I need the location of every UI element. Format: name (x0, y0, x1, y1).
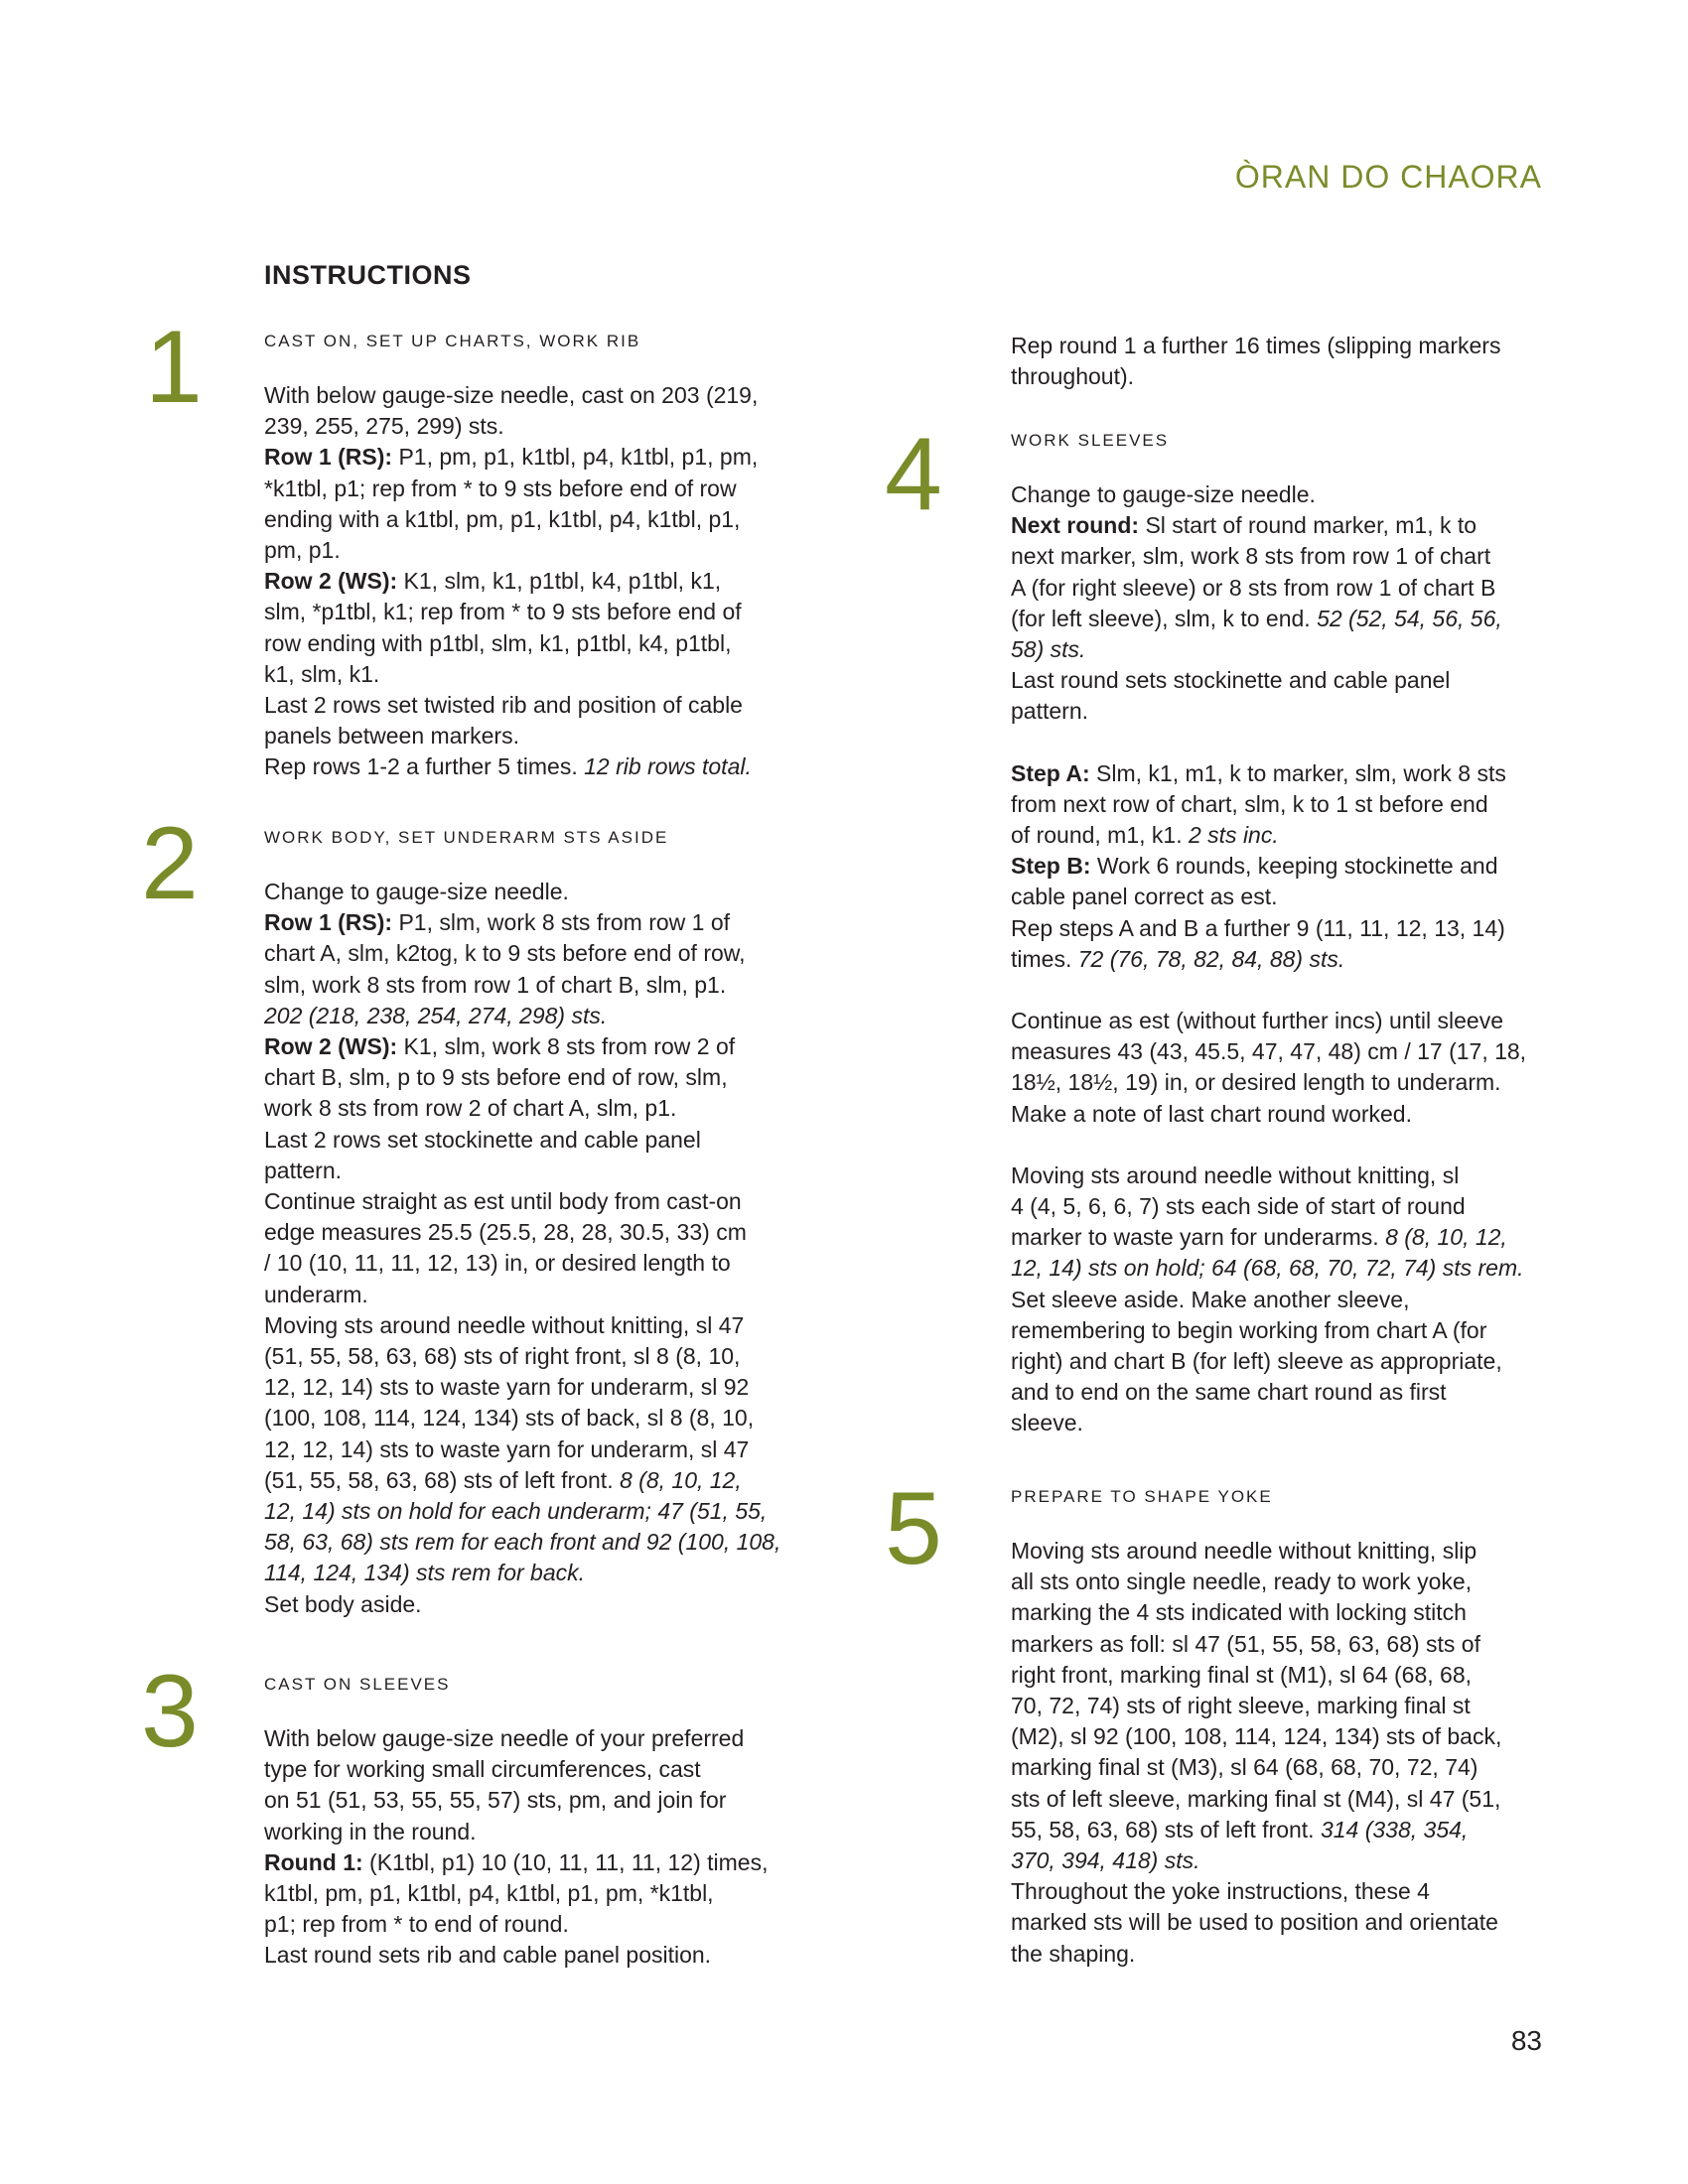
text-run: Sl start of round marker, m1, k to (1139, 512, 1477, 539)
text-run: With below gauge-size needle, cast on 203 (219, (264, 382, 759, 408)
text-run: P1, pm, p1, k1tbl, p4, k1tbl, p1, pm, (392, 444, 759, 471)
text-line (264, 1186, 800, 1217)
step-4-body (1011, 479, 1547, 1439)
text-run: all sts onto single needle, ready to work yoke, (1011, 1569, 1473, 1595)
text-line (1011, 665, 1547, 696)
text-run: panels between markers. (264, 723, 519, 750)
step-2-body (264, 877, 800, 1620)
text-line (264, 877, 800, 907)
text-run: Last 2 rows set twisted rib and position of cable (264, 692, 743, 719)
text-run: k1, slm, k1. (264, 660, 380, 687)
text-line (264, 1248, 800, 1279)
text-run: 55, 58, 63, 68) sts of left front. (1011, 1816, 1321, 1843)
step-3-body (264, 1723, 800, 1972)
bold-label: Next round: (1011, 512, 1140, 539)
text-run: 4 (4, 5, 6, 6, 7) sts each side of start of round (1011, 1193, 1466, 1220)
step-3-continued (1011, 331, 1547, 392)
bold-label: Row 2 (WS): (264, 568, 398, 595)
text-line (264, 566, 800, 597)
text-line (1011, 1536, 1547, 1567)
italic-note: 114, 124, 134) sts rem for back. (264, 1560, 586, 1586)
section-heading: INSTRUCTIONS (264, 260, 472, 290)
text-run: times. (1011, 945, 1078, 972)
text-line (264, 1940, 800, 1971)
text-line (1011, 1629, 1547, 1660)
italic-note: 202 (218, 238, 254, 274, 298) sts. (264, 1002, 608, 1028)
text-line (1011, 1006, 1547, 1036)
text-line (1011, 541, 1547, 572)
italic-note: 58) sts. (1011, 636, 1086, 663)
italic-note: 12, 14) sts on hold; 64 (68, 68, 70, 72, 74) sts rem. (1011, 1255, 1524, 1282)
text-line (264, 535, 800, 566)
text-run: With below gauge-size needle of your preferred (264, 1725, 745, 1751)
bold-label: Row 1 (RS): (264, 444, 393, 471)
text-line (1011, 1721, 1547, 1752)
text-run: Change to gauge-size needle. (264, 879, 569, 904)
text-line (1011, 1691, 1547, 1721)
text-line (264, 1847, 800, 1878)
step-number-1: 1 (145, 310, 203, 425)
page-number: 83 (1510, 2025, 1542, 2056)
text-line (1011, 1191, 1547, 1222)
text-run: on 51 (51, 53, 55, 55, 57) sts, pm, and join for (264, 1787, 727, 1814)
text-run: A (for right sleeve) or 8 sts from row 1 of chart B (1011, 574, 1496, 601)
text-line (1011, 1845, 1547, 1876)
text-run: pattern. (264, 1157, 342, 1183)
step-1 (264, 331, 800, 783)
step-5-body (1011, 1536, 1547, 1970)
text-run: K1, slm, work 8 sts from row 2 of (397, 1033, 736, 1060)
text-line (1011, 1130, 1547, 1160)
text-run: Set sleeve aside. Make another sleeve, (1011, 1286, 1410, 1312)
text-line (1011, 851, 1547, 882)
text-run: / 10 (10, 11, 11, 12, 13) in, or desired length to (264, 1250, 731, 1277)
text-run: Rep round 1 a further 16 times (slipping markers (1011, 333, 1501, 358)
step-2-heading: WORK BODY, SET UNDERARM STS ASIDE (264, 828, 669, 847)
text-line (264, 380, 800, 411)
text-run: Continue straight as est until body from cast-on (264, 1188, 742, 1215)
step-1-body (264, 380, 800, 783)
text-run: Make a note of last chart round worked. (1011, 1100, 1412, 1127)
text-line (1011, 1597, 1547, 1628)
text-line (264, 970, 800, 1001)
step-5 (1011, 1486, 1547, 1970)
text-line (264, 1723, 800, 1754)
text-run: marking final st (M3), sl 64 (68, 68, 70, 72, 74) (1011, 1754, 1478, 1781)
text-line (264, 938, 800, 969)
text-run: Work 6 rounds, keeping stockinette and (1090, 853, 1498, 880)
text-run: the shaping. (1011, 1940, 1136, 1967)
text-run: 18½, 18½, 19) in, or desired length to underarm. (1011, 1069, 1501, 1096)
text-run: chart A, slm, k2tog, k to 9 sts before end of row, (264, 940, 746, 967)
text-line (1011, 913, 1547, 944)
text-run: slm, *p1tbl, k1; rep from * to 9 sts before end of (264, 599, 742, 625)
italic-note: 12, 14) sts on hold for each underarm; 47 (51, 55, (264, 1498, 768, 1525)
text-line (1011, 1160, 1547, 1191)
text-run: pm, p1. (264, 537, 341, 564)
text-run: P1, slm, work 8 sts from row 1 of (392, 909, 731, 936)
text-line (264, 442, 800, 473)
text-line (1011, 1408, 1547, 1438)
text-line (1011, 1099, 1547, 1130)
step-number-3: 3 (141, 1654, 199, 1769)
text-run: pattern. (1011, 698, 1088, 725)
text-run: k1tbl, pm, p1, k1tbl, p4, k1tbl, p1, pm, *k1tbl, (264, 1880, 714, 1907)
text-line (1011, 1567, 1547, 1597)
text-run: 12, 12, 14) sts to waste yarn for underarm, sl 47 (264, 1435, 750, 1462)
text-line (264, 1909, 800, 1940)
text-run: sleeve. (1011, 1410, 1083, 1436)
text-line (1011, 1784, 1547, 1815)
text-run: Moving sts around needle without knitting, slip (1011, 1538, 1477, 1564)
text-run: Last 2 rows set stockinette and cable panel (264, 1126, 701, 1153)
text-line (1011, 634, 1547, 665)
text-run: (51, 55, 58, 63, 68) sts of left front. (264, 1466, 620, 1493)
text-line (1011, 1377, 1547, 1408)
text-run: working in the round. (264, 1818, 477, 1844)
text-run: (M2), sl 92 (100, 108, 114, 124, 134) sts of back, (1011, 1723, 1502, 1750)
text-run: Slm, k1, m1, k to marker, slm, work 8 sts (1089, 759, 1506, 786)
text-run: Change to gauge-size needle. (1011, 481, 1316, 507)
text-line (1011, 479, 1547, 510)
text-line (264, 659, 800, 690)
text-line (264, 628, 800, 659)
text-run: cable panel correct as est. (1011, 884, 1278, 910)
text-line (1011, 1315, 1547, 1346)
step-5-heading: PREPARE TO SHAPE YOKE (1011, 1487, 1273, 1506)
text-run: 12, 12, 14) sts to waste yarn for underarm, sl 92 (264, 1374, 750, 1401)
text-run: right front, marking final st (M1), sl 64 (68, 68, (1011, 1661, 1473, 1688)
step-3-heading: CAST ON SLEEVES (264, 1675, 451, 1694)
text-run: sts of left sleeve, marking final st (M4), sl 47 (51, (1011, 1785, 1501, 1812)
text-line (1011, 728, 1547, 758)
bold-label: Step B: (1011, 853, 1091, 880)
text-line (264, 1434, 800, 1465)
text-run: Moving sts around needle without knitting, sl 47 (264, 1311, 745, 1338)
text-line (264, 1403, 800, 1433)
text-line (1011, 789, 1547, 820)
text-run: type for working small circumferences, cast (264, 1756, 701, 1783)
text-run: Throughout the yoke instructions, these 4 (1011, 1878, 1430, 1905)
text-line (264, 1372, 800, 1403)
text-line (1011, 696, 1547, 727)
text-run: 70, 72, 74) sts of right sleeve, marking final st (1011, 1693, 1471, 1719)
text-line (264, 1125, 800, 1156)
text-run: remembering to begin working from chart A (for (1011, 1316, 1487, 1343)
text-line (1011, 1752, 1547, 1783)
text-run: (100, 108, 114, 124, 134) sts of back, sl 8 (8, 10, (264, 1405, 755, 1432)
italic-note: 58, 63, 68) sts rem for each front and 92 (100, 108, (264, 1529, 781, 1556)
text-line (264, 1465, 800, 1496)
bold-label: Row 1 (RS): (264, 909, 393, 936)
italic-note: 8 (8, 10, 12, (1385, 1224, 1507, 1251)
text-line (264, 1496, 800, 1527)
text-line (1011, 361, 1547, 392)
italic-note: 314 (338, 354, (1320, 1816, 1469, 1843)
text-run: next marker, slm, work 8 sts from row 1 of chart (1011, 543, 1491, 570)
text-run: Rep steps A and B a further 9 (11, 11, 12, 13, 14) (1011, 914, 1505, 941)
text-line (264, 1310, 800, 1341)
text-run: marking the 4 sts indicated with locking stitch (1011, 1599, 1467, 1626)
text-run: Last round sets rib and cable panel position. (264, 1942, 712, 1969)
text-line (264, 1062, 800, 1093)
text-line (1011, 1222, 1547, 1253)
italic-note: 8 (8, 10, 12, (619, 1466, 742, 1493)
text-line (1011, 882, 1547, 912)
bold-label: Row 2 (WS): (264, 1033, 398, 1060)
text-run: (for left sleeve), slm, k to end. (1011, 605, 1318, 631)
text-line (264, 1093, 800, 1124)
step-number-4: 4 (885, 417, 942, 532)
text-line (264, 1527, 800, 1558)
text-line (1011, 510, 1547, 541)
step-4 (1011, 430, 1547, 1439)
step-number-2: 2 (141, 806, 199, 921)
step-2 (264, 827, 800, 1620)
text-run: (51, 55, 58, 63, 68) sts of right front, sl 8 (8, 10, (264, 1343, 741, 1370)
text-run: edge measures 25.5 (25.5, 28, 28, 30.5, 33) cm (264, 1219, 747, 1246)
text-line (264, 1558, 800, 1588)
text-run: slm, work 8 sts from row 1 of chart B, slm, p1. (264, 971, 727, 998)
text-line (1011, 331, 1547, 361)
text-run: 239, 255, 275, 299) sts. (264, 413, 504, 440)
text-line (264, 597, 800, 627)
text-line (1011, 1036, 1547, 1067)
text-line (1011, 1815, 1547, 1845)
text-run: p1; rep from * to end of round. (264, 1911, 569, 1938)
text-line (1011, 573, 1547, 604)
text-line (264, 907, 800, 938)
text-line (1011, 1939, 1547, 1970)
text-run: and to end on the same chart round as first (1011, 1379, 1447, 1406)
text-line (1011, 1660, 1547, 1691)
text-line (264, 1341, 800, 1372)
step-4-heading: WORK SLEEVES (1011, 431, 1170, 450)
text-line (1011, 975, 1547, 1006)
text-line (1011, 1876, 1547, 1907)
step-1-heading: CAST ON, SET UP CHARTS, WORK RIB (264, 332, 641, 350)
italic-note: 72 (76, 78, 82, 84, 88) sts. (1077, 945, 1345, 972)
step-3 (264, 1674, 800, 1972)
text-line (264, 504, 800, 535)
text-line (264, 690, 800, 721)
text-run: marked sts will be used to position and orientate (1011, 1909, 1498, 1936)
text-line (264, 1280, 800, 1310)
bold-label: Round 1: (264, 1848, 363, 1875)
text-line (264, 1754, 800, 1785)
text-line (1011, 820, 1547, 851)
text-run: throughout). (1011, 363, 1135, 390)
text-run: *k1tbl, p1; rep from * to 9 sts before end of row (264, 475, 737, 501)
text-line (264, 721, 800, 751)
text-line (264, 1217, 800, 1248)
text-run: from next row of chart, slm, k to 1 st before end (1011, 790, 1488, 817)
text-run: Last round sets stockinette and cable panel (1011, 667, 1451, 694)
text-run: K1, slm, k1, p1tbl, k4, p1tbl, k1, (397, 568, 722, 595)
text-run: right) and chart B (for left) sleeve as appropriate, (1011, 1348, 1502, 1375)
text-run: Continue as est (without further incs) until sleeve (1011, 1008, 1504, 1034)
text-run: Set body aside. (264, 1590, 422, 1617)
text-run: ending with a k1tbl, pm, p1, k1tbl, p4, k1tbl, p1, (264, 505, 741, 532)
text-line (1011, 1285, 1547, 1315)
text-line (1011, 1253, 1547, 1284)
step-number-5: 5 (885, 1471, 942, 1586)
text-line (264, 1001, 800, 1031)
text-line (264, 1589, 800, 1620)
text-run: row ending with p1tbl, slm, k1, p1tbl, k4, p1tbl, (264, 629, 732, 656)
text-run: chart B, slm, p to 9 sts before end of row, slm, (264, 1064, 728, 1091)
text-line (1011, 604, 1547, 634)
step-3-continued-body (1011, 331, 1547, 392)
text-run: measures 43 (43, 45.5, 47, 47, 48) cm / 17 (17, 18, (1011, 1038, 1527, 1065)
text-run: underarm. (264, 1281, 368, 1307)
bold-label: Step A: (1011, 759, 1090, 786)
text-run: marker to waste yarn for underarms. (1011, 1224, 1386, 1251)
running-header-title: ÒRAN DO CHAORA (1234, 159, 1542, 195)
text-line (1011, 758, 1547, 789)
text-line (1011, 1907, 1547, 1938)
text-line (264, 1817, 800, 1847)
text-line (1011, 1346, 1547, 1377)
text-run: Rep rows 1-2 a further 5 times. (264, 753, 585, 780)
italic-note: 12 rib rows total. (584, 753, 752, 780)
italic-note: 370, 394, 418) sts. (1011, 1847, 1200, 1874)
text-run: work 8 sts from row 2 of chart A, slm, p1. (264, 1095, 677, 1122)
text-run: of round, m1, k1. (1011, 822, 1189, 849)
text-line (264, 1156, 800, 1186)
text-line (1011, 1067, 1547, 1098)
italic-note: 52 (52, 54, 56, 56, (1317, 605, 1502, 631)
text-line (264, 1031, 800, 1062)
text-run: Moving sts around needle without knitting, sl (1011, 1161, 1460, 1188)
text-run: (K1tbl, p1) 10 (10, 11, 11, 11, 12) times, (362, 1848, 769, 1875)
text-line (264, 411, 800, 442)
italic-note: 2 sts inc. (1188, 822, 1279, 849)
text-line (264, 1878, 800, 1909)
text-line (264, 751, 800, 782)
text-line (264, 1785, 800, 1816)
text-run: markers as foll: sl 47 (51, 55, 58, 63, 68) sts of (1011, 1630, 1480, 1657)
text-line (1011, 944, 1547, 975)
text-line (264, 474, 800, 504)
